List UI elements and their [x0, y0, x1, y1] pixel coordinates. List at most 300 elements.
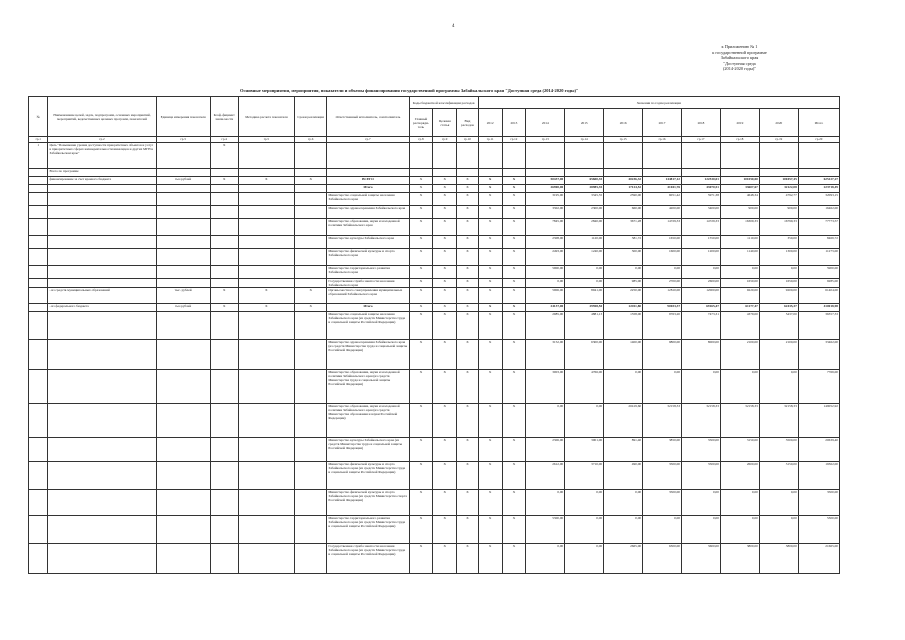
row-kbk-vid: X: [457, 312, 479, 340]
row-kbk-sub: X: [433, 266, 457, 279]
row-value: 0,00: [526, 404, 565, 438]
row-kbk-vid: X: [457, 370, 479, 404]
row-kbk-sub: X: [433, 279, 457, 288]
table-row: [29, 143, 840, 169]
column-number: гр.19: [759, 137, 798, 143]
row-kbk-glav: X: [409, 370, 433, 404]
row-value: 50437,00: [526, 177, 565, 185]
header-name: Наименование целей, задач, подпрограмм, основных мероприятий, мероприятий, ведомственных целевых программ, показателей: [48, 97, 156, 137]
row-value: 8469,72: [798, 236, 839, 249]
row-value: X: [478, 462, 502, 490]
row-value: 36357,33: [798, 312, 839, 340]
row-method: [238, 462, 294, 490]
row-value: 0,00: [720, 490, 759, 516]
row-value: 16309,33: [720, 219, 759, 236]
row-coef: X: [210, 304, 238, 312]
row-value: 69165,47: [682, 304, 721, 312]
table-body: [29, 137, 840, 574]
row-value: 5900,00: [798, 266, 839, 279]
table-row: [29, 193, 840, 206]
row-value: 3150,00: [720, 438, 759, 462]
row-number: [29, 236, 48, 249]
row-value: 350,00: [759, 236, 798, 249]
table-row: [29, 404, 840, 438]
row-value: 16462,00: [798, 206, 839, 219]
row-value: 1120,00: [565, 236, 604, 249]
table-row: [29, 206, 840, 219]
row-value: X: [478, 249, 502, 266]
row-term: [294, 143, 326, 169]
row-kbk-glav: X: [409, 236, 433, 249]
row-kbk-vid: X: [457, 279, 479, 288]
row-term: [294, 490, 326, 516]
row-kbk-sub: X: [433, 236, 457, 249]
row-value: 5300,00: [526, 516, 565, 544]
row-executor: [327, 169, 409, 177]
row-coef: [210, 185, 238, 193]
row-kbk-glav: X: [409, 206, 433, 219]
row-value: 3400,00: [682, 206, 721, 219]
row-value: 29598,50: [565, 304, 604, 312]
column-number: гр.8: [409, 137, 433, 143]
row-value: 3600,00: [682, 544, 721, 574]
row-kbk-glav: X: [409, 516, 433, 544]
row-number: [29, 288, 48, 304]
row-name: [48, 544, 156, 574]
row-value: 149052,92: [798, 404, 839, 438]
row-method: [238, 340, 294, 370]
row-name: [48, 266, 156, 279]
row-value: 12000,00: [682, 288, 721, 304]
row-value: 12810,00: [643, 288, 682, 304]
row-value: X: [502, 312, 526, 340]
row-value: X: [478, 177, 502, 185]
row-executor: Органы местного самоуправления муниципальных образований Забайкальского края: [327, 288, 409, 304]
row-term: [294, 219, 326, 236]
column-number: гр.1: [29, 137, 48, 143]
row-value: 6051,42: [643, 193, 682, 206]
row-method: [238, 516, 294, 544]
row-value: X: [502, 219, 526, 236]
row-value: 1650,00: [759, 279, 798, 288]
column-number: гр.7: [327, 137, 409, 143]
row-number: [29, 193, 48, 206]
row-value: X: [502, 304, 526, 312]
column-number: гр.4: [210, 137, 238, 143]
row-method: [238, 370, 294, 404]
row-coef: [210, 312, 238, 340]
row-kbk-sub: X: [433, 193, 457, 206]
row-number: [29, 370, 48, 404]
row-value: X: [502, 193, 526, 206]
row-value: X: [478, 279, 502, 288]
row-coef: [210, 370, 238, 404]
row-value: X: [478, 219, 502, 236]
row-value: 1400,00: [604, 340, 643, 370]
column-number: гр.20: [798, 137, 839, 143]
row-value: X: [478, 206, 502, 219]
row-value: 3003,00: [526, 370, 565, 404]
row-value: 3800,00: [720, 544, 759, 574]
row-kbk-glav: X: [409, 312, 433, 340]
row-kbk-sub: X: [433, 404, 457, 438]
row-method: X: [238, 288, 294, 304]
appendix-line: "Доступная среда: [723, 60, 756, 66]
row-coef: [210, 340, 238, 370]
row-term: [294, 340, 326, 370]
row-value: 0,00: [720, 516, 759, 544]
row-method: [238, 404, 294, 438]
row-value: 4648,34: [720, 193, 759, 206]
row-kbk-vid: X: [457, 249, 479, 266]
header-unit: Единица измерения показателя: [156, 97, 210, 137]
row-value: 0,00: [720, 370, 759, 404]
row-number: [29, 404, 48, 438]
column-number: гр.16: [643, 137, 682, 143]
row-kbk-glav: X: [409, 266, 433, 279]
row-value: 3195,00: [526, 193, 565, 206]
row-value: 0,00: [643, 370, 682, 404]
row-value: 2600,00: [720, 462, 759, 490]
table-row: [29, 279, 840, 288]
row-value: 33607,67: [720, 185, 759, 193]
row-value: 891,40: [604, 438, 643, 462]
row-name: [48, 370, 156, 404]
row-coef: [210, 490, 238, 516]
row-number: [29, 462, 48, 490]
row-unit: [156, 266, 210, 279]
row-value: 5906,00: [526, 288, 565, 304]
row-number: [29, 312, 48, 340]
row-value: 7769,00: [798, 370, 839, 404]
row-kbk-glav: X: [409, 304, 433, 312]
row-executor: Министерство образования, науки и молодежной политики Забайкальского края (из средств Министерства образования и науки Российской Федерации): [327, 404, 409, 438]
row-method: [238, 490, 294, 516]
row-number: [29, 177, 48, 185]
row-value: X: [502, 185, 526, 193]
header-year: 2015: [565, 109, 604, 137]
table-row: [29, 288, 840, 304]
row-coef: [210, 219, 238, 236]
row-name: - из средств муниципальных образований: [48, 288, 156, 304]
row-kbk-vid: X: [457, 177, 479, 185]
row-name: [48, 340, 156, 370]
row-value: X: [502, 206, 526, 219]
row-value: 0,00: [759, 490, 798, 516]
row-kbk-sub: X: [433, 249, 457, 266]
row-kbk-sub: X: [433, 185, 457, 193]
row-value: 3800,00: [759, 544, 798, 574]
row-unit: [156, 249, 210, 266]
row-value: 1600,00: [643, 249, 682, 266]
table-row: [29, 266, 840, 279]
row-unit: [156, 185, 210, 193]
row-value: 22011,80: [604, 304, 643, 312]
row-value: 20419,60: [604, 404, 643, 438]
row-coef: X: [210, 143, 238, 169]
row-value: 625127,27: [798, 177, 839, 185]
row-unit: [156, 462, 210, 490]
row-value: X: [502, 340, 526, 370]
row-value: 6300,00: [565, 340, 604, 370]
row-value: X: [478, 304, 502, 312]
row-value: 7845,00: [526, 219, 565, 236]
column-number: гр.10: [457, 137, 479, 143]
row-value: 5300,00: [798, 516, 839, 544]
row-value: 77773,57: [798, 219, 839, 236]
table-row: [29, 236, 840, 249]
row-unit: [156, 516, 210, 544]
row-value: 0,00: [682, 490, 721, 516]
row-value: 2100,00: [759, 340, 798, 370]
row-value: 28985,35: [565, 185, 604, 193]
row-value: 490,00: [604, 462, 643, 490]
header-year: 2016: [604, 109, 643, 137]
row-value: 0,00: [565, 266, 604, 279]
column-number: гр.14: [565, 137, 604, 143]
header-kbk-group: Коды бюджетной классификации расходов: [409, 97, 478, 109]
row-executor: Министерство социальной защиты населения Забайкальского края: [327, 193, 409, 206]
row-value: 0,00: [682, 516, 721, 544]
row-coef: [210, 544, 238, 574]
row-value: 0,00: [759, 266, 798, 279]
row-value: X: [502, 288, 526, 304]
row-value: 900,00: [720, 206, 759, 219]
row-executor: Государственная служба занятости населения Забайкальского края: [327, 279, 409, 288]
row-value: 0,00: [526, 544, 565, 574]
row-value: X: [478, 288, 502, 304]
row-unit: [156, 193, 210, 206]
row-value: 2300,00: [565, 206, 604, 219]
row-value: X: [502, 462, 526, 490]
row-term: [294, 266, 326, 279]
row-kbk-glav: X: [409, 404, 433, 438]
row-kbk-sub: X: [433, 177, 457, 185]
column-number: гр.17: [682, 137, 721, 143]
appendix-line: Забайкальского края: [720, 55, 759, 61]
row-value: 19362,00: [798, 462, 839, 490]
table-row: [29, 438, 840, 462]
row-value: X: [478, 544, 502, 574]
row-value: [565, 169, 604, 177]
row-value: 4881,13: [565, 312, 604, 340]
row-name: - из федерального бюджета: [48, 304, 156, 312]
row-value: 16799,33: [759, 219, 798, 236]
row-value: 32158,33: [759, 404, 798, 438]
row-coef: [210, 206, 238, 219]
row-number: [29, 169, 48, 177]
row-kbk-sub: X: [433, 462, 457, 490]
column-number: гр.15: [604, 137, 643, 143]
row-name: финансирование за счет краевого бюджета: [48, 177, 156, 185]
header-kbk-vid: Вид расходов: [457, 109, 479, 137]
row-term: X: [294, 177, 326, 185]
row-number: [29, 340, 48, 370]
column-number: гр.13: [526, 137, 565, 143]
row-value: 9763,20: [643, 312, 682, 340]
row-unit: [156, 169, 210, 177]
row-executor: Итого: [327, 185, 409, 193]
row-value: 3152,00: [526, 340, 565, 370]
row-value: [478, 143, 502, 169]
row-kbk-sub: [433, 143, 457, 169]
row-term: X: [294, 304, 326, 312]
row-method: [238, 279, 294, 288]
row-term: [294, 312, 326, 340]
row-value: 9800,00: [643, 340, 682, 370]
row-name: [48, 193, 156, 206]
row-value: 11273,00: [798, 249, 839, 266]
row-kbk-glav: X: [409, 490, 433, 516]
row-value: [759, 169, 798, 177]
row-name: [48, 279, 156, 288]
row-kbk-sub: X: [433, 438, 457, 462]
column-number: гр.18: [720, 137, 759, 143]
row-executor: Министерство территориального развития Забайкальского края (из средств Министерства труда и социальной защиты Российской Федерации): [327, 516, 409, 544]
row-method: [238, 206, 294, 219]
table-row: [29, 177, 840, 185]
row-value: [526, 143, 565, 169]
row-value: 0,00: [604, 266, 643, 279]
row-kbk-glav: X: [409, 219, 433, 236]
table-row: [29, 370, 840, 404]
row-value: 2590,00: [604, 193, 643, 206]
row-name: [48, 404, 156, 438]
header-year: 2017: [643, 109, 682, 137]
row-value: 3850,00: [643, 438, 682, 462]
header-year: 2014: [526, 109, 565, 137]
row-term: [294, 516, 326, 544]
row-value: X: [478, 185, 502, 193]
column-number: гр.9: [433, 137, 457, 143]
row-method: X: [238, 304, 294, 312]
row-method: [238, 266, 294, 279]
row-value: [604, 143, 643, 169]
row-value: 0,00: [565, 516, 604, 544]
row-value: 0,00: [682, 266, 721, 279]
row-kbk-sub: X: [433, 219, 457, 236]
row-name: [48, 206, 156, 219]
row-coef: [210, 169, 238, 177]
row-value: 900,00: [759, 206, 798, 219]
row-value: 32158,33: [643, 404, 682, 438]
row-value: 4766,00: [565, 370, 604, 404]
table-row: [29, 490, 840, 516]
row-method: [238, 143, 294, 169]
table-row: [29, 340, 840, 370]
row-name: [48, 249, 156, 266]
row-value: X: [478, 193, 502, 206]
row-term: X: [294, 288, 326, 304]
row-value: 2840,00: [565, 219, 604, 236]
row-unit: [156, 340, 210, 370]
row-kbk-glav: X: [409, 340, 433, 370]
row-number: [29, 490, 48, 516]
row-value: X: [478, 516, 502, 544]
row-method: [238, 169, 294, 177]
row-value: 41041,76: [643, 185, 682, 193]
row-value: 3345,35: [565, 193, 604, 206]
row-term: [294, 279, 326, 288]
row-value: 14729,33: [643, 219, 682, 236]
row-coef: [210, 404, 238, 438]
row-kbk-sub: X: [433, 340, 457, 370]
header-coef: Коэф-фициент значи-мости: [210, 97, 238, 137]
header-term: Сроки реализации: [294, 97, 326, 137]
row-name: [48, 185, 156, 193]
appendix-note: [682, 44, 797, 72]
row-value: 5900,00: [526, 266, 565, 279]
row-number: [29, 185, 48, 193]
row-value: 3500,00: [798, 490, 839, 516]
row-term: [294, 370, 326, 404]
row-value: X: [502, 279, 526, 288]
row-value: 32158,33: [682, 404, 721, 438]
row-value: 122530,01: [682, 177, 721, 185]
row-value: X: [478, 370, 502, 404]
row-kbk-vid: X: [457, 193, 479, 206]
row-value: 8000,00: [682, 340, 721, 370]
row-value: 1550,00: [682, 236, 721, 249]
row-kbk-vid: X: [457, 404, 479, 438]
row-value: 32122,08: [759, 185, 798, 193]
row-number: [29, 249, 48, 266]
row-value: 40236,32: [604, 177, 643, 185]
row-kbk-sub: X: [433, 304, 457, 312]
row-name: [48, 312, 156, 340]
row-value: 3500,00: [682, 462, 721, 490]
row-value: 14729,33: [682, 219, 721, 236]
row-kbk-sub: X: [433, 312, 457, 340]
row-value: 2600,00: [682, 279, 721, 288]
row-value: 17124,52: [604, 185, 643, 193]
header-year: 2018: [682, 109, 721, 137]
table-row: [29, 544, 840, 574]
row-value: [526, 169, 565, 177]
table-row: [29, 185, 840, 193]
row-number: [29, 516, 48, 544]
row-value: 20639,40: [798, 438, 839, 462]
row-unit: тыс.рублей: [156, 304, 210, 312]
row-term: [294, 404, 326, 438]
row-value: 0,00: [643, 266, 682, 279]
row-value: [565, 143, 604, 169]
row-kbk-glav: [409, 143, 433, 169]
row-value: 3500,00: [643, 462, 682, 490]
row-kbk-glav: X: [409, 438, 433, 462]
row-value: 61404,00: [798, 288, 839, 304]
row-value: 9200,00: [759, 288, 798, 304]
row-kbk-vid: X: [457, 516, 479, 544]
row-kbk-vid: X: [457, 544, 479, 574]
row-value: 2493,00: [526, 249, 565, 266]
table-row: [29, 462, 840, 490]
table-row: [29, 249, 840, 266]
row-kbk-glav: X: [409, 462, 433, 490]
row-value: 3001,00: [565, 438, 604, 462]
row-number: [29, 438, 48, 462]
row-value: 3302,00: [526, 206, 565, 219]
row-kbk-vid: X: [457, 490, 479, 516]
row-value: 1650,00: [720, 279, 759, 288]
row-unit: [156, 206, 210, 219]
row-value: 0,00: [759, 516, 798, 544]
row-value: 0,00: [604, 516, 643, 544]
row-executor: Министерство культуры Забайкальского края (из средств Министерства труда и социальной защиты Российской Федерации): [327, 438, 409, 462]
row-value: 0,00: [720, 266, 759, 279]
row-value: 62435,37: [759, 304, 798, 312]
row-executor: [327, 143, 409, 169]
